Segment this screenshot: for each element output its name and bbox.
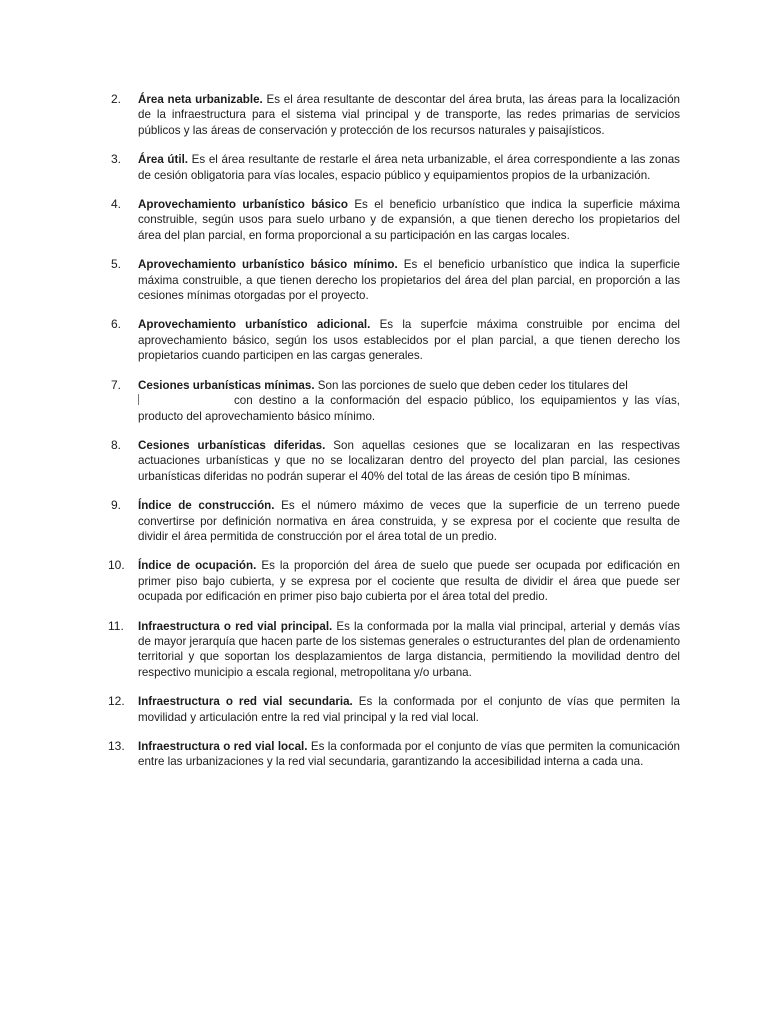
item-term: Infraestructura o red vial local. — [138, 740, 308, 753]
item-number: 7. — [111, 377, 122, 392]
definition-item — [111, 317, 680, 363]
item-text: Es el área resultante de descontar del área bruta, las áreas para la localización de la infraestructura para el sistema vial principal y de transporte, las redes primarias de servicios públicos y las áreas de conservación y protección de los recursos naturales y paisajísticos. — [138, 93, 680, 137]
item-text: Son aquellas cesiones que se localizaran en las respectivas actuaciones urbanísticas y que no se localizaran dentro del proyecto del plan parcial, las cesiones urbanísticas diferidas no podrán superar el 40% del total de las áreas de cesión tipo B mínimas. — [138, 438, 680, 483]
definition-item — [108, 694, 680, 725]
item-text: Es la superfcie máxima construible por encima del aprovechamiento básico, según los usos establecidos por el plan parcial, a que tienen derecho los propietarios cuando participen en las cargas generales. — [138, 318, 680, 363]
item-term: Índice de construcción. — [138, 499, 275, 513]
definition-item — [108, 618, 681, 681]
item-number: 12. — [108, 694, 125, 709]
item-term: Índice de ocupación. — [138, 559, 257, 573]
item-number: 13. — [108, 739, 125, 753]
item-number: 11. — [108, 618, 124, 633]
definition-item — [111, 257, 680, 303]
item-text: Es el beneficio urbanístico que indica la superficie máxima construible, a que tienen derecho los propietarios del área del plan parcial, en proporción a las cesiones mínimas otorgadas por el proyecto. — [138, 258, 680, 303]
item-text: Es el beneficio urbanístico que indica la superficie máxima construible, según usos para suelo urbano y de expansión, a que tienen derecho los propietarios del área del plan parcial, en forma proporcional a su participación en las cargas locales. — [138, 198, 680, 242]
item-text: Es la conformada por la malla vial principal, arterial y demás vías de mayor jerarquía que hacen parte de los sistemas generales o estructurantes del plan de ordenamiento territorial y que soportan los desplazamientos de larga distancia, permitiendo la movilidad dentro del respectivo municipio a escala regional, metropolitana y/o urbana. — [138, 619, 681, 679]
definition-item — [111, 92, 680, 138]
item-number: 2. — [111, 92, 122, 106]
item-number: 6. — [111, 317, 122, 332]
definition-item — [111, 152, 680, 183]
item-number: 8. — [111, 437, 122, 452]
item-number: 4. — [111, 197, 122, 212]
item-number: 3. — [111, 152, 122, 167]
item-text: Es la conformada por el conjunto de vías que permiten la comunicación entre las urbanizaciones y la red vial secundaria, garantizando la accesibilidad interna a cada una. — [138, 740, 680, 769]
item-term: Cesiones urbanísticas diferidas. — [138, 438, 326, 452]
item-text: Es la proporción del área de suelo que puede ser ocupada por edificación en primer piso bajo cubierta, y se expresa por el cociente que resulta de dividir el área que puede ser ocupada por edificación en primer piso bajo cubierta por el área total del predio. — [138, 559, 680, 604]
item-term: Infraestructura o red vial principal. — [138, 619, 333, 633]
blank-gap-mark — [138, 394, 139, 405]
item-term: Aprovechamiento urbanístico básico — [138, 198, 348, 212]
item-term: Infraestructura o red vial secundaria. — [138, 695, 353, 709]
item-text: Es la conformada por el conjunto de vías que permiten la movilidad y articulación entre la red vial principal y la red vial local. — [138, 695, 680, 724]
item-term: Aprovechamiento urbanístico básico mínimo. — [138, 258, 398, 272]
item-text: Es el área resultante de restarle el área neta urbanizable, el área correspondiente a las zonas de cesión obligatoria para vías locales, espacio público y equipamientos propios de la urbanización. — [138, 153, 680, 182]
item-text: Es el número máximo de veces que la superficie de un terreno puede convertirse por definición normativa en área construida, y se expresa por el cociente que resulta de dividir el área permitida de construcción por el área total de un predio. — [138, 499, 680, 543]
definition-item — [111, 377, 680, 424]
item-number: 5. — [111, 257, 122, 272]
definition-item — [111, 498, 680, 544]
definition-item — [108, 739, 680, 770]
definition-item — [108, 558, 680, 604]
item-text-continued: con destino a la conformación del espacio público, los equipamientos y las vías, producto del aprovechamiento básico mínimo. — [138, 394, 680, 423]
definition-item — [111, 437, 680, 484]
definition-item — [111, 197, 680, 243]
item-number: 10. — [108, 558, 125, 573]
item-term: Área neta urbanizable. — [138, 93, 263, 106]
item-text: Son las porciones de suelo que deben ceder los titulares del — [317, 378, 628, 392]
item-term: Aprovechamiento urbanístico adicional. — [138, 318, 371, 332]
item-term: Cesiones urbanísticas mínimas. — [138, 378, 315, 392]
item-number: 9. — [111, 498, 122, 513]
item-term: Área útil. — [138, 153, 189, 167]
